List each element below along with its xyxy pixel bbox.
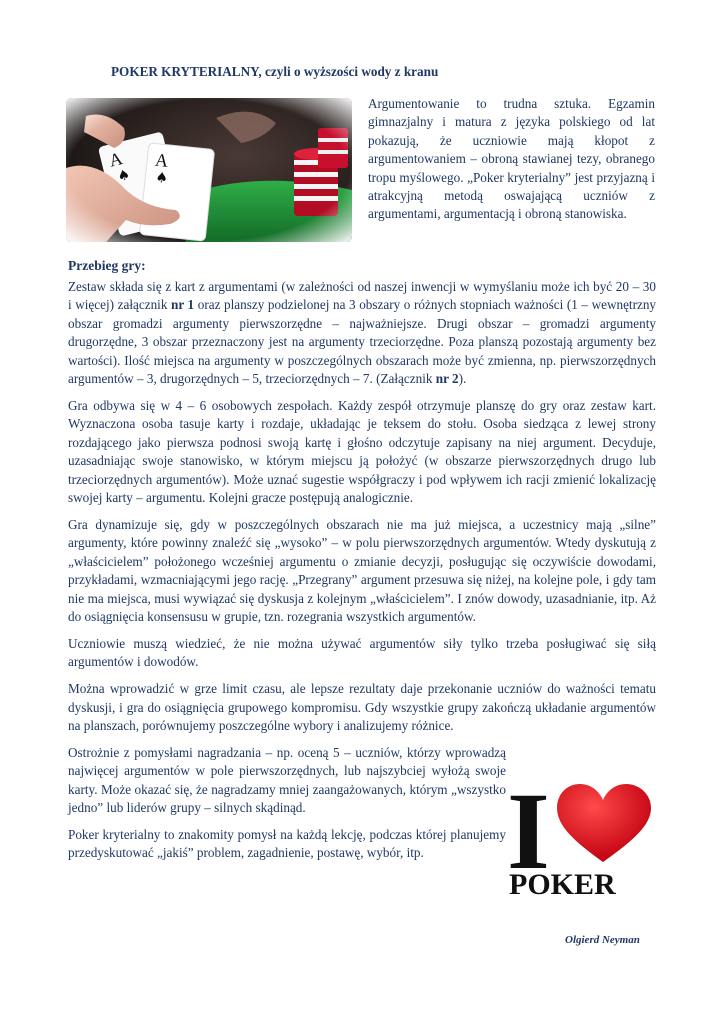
paragraph-strength: Uczniowie muszą wiedzieć, że nie można używać argumentów siły tylko trzeba posługiwać się siłą argumentów i dowodów. (68, 635, 656, 670)
poker-photo (66, 98, 352, 242)
author-signature: Olgierd Neyman (565, 934, 640, 946)
section-heading: Przebieg gry: (68, 258, 146, 273)
document-title: POKER KRYTERIALNY, czyli o wyższości wody z kranu (111, 64, 439, 79)
paragraph-rewards: Ostrożnie z pomysłami nagradzania – np. oceną 5 – uczniów, którzy wprowadzą najwięcej argumentów w pole pierwszorzędnych, lub najszybciej wyłożą swoje karty. Może okazać się, że nagradzamy mniej zaangażowanych, którym „wszystko jedno” lub liderów grupy – silnych skądinąd. (68, 744, 506, 816)
logo-word: POKER (509, 868, 616, 898)
paragraph-conclusion: Poker kryterialny to znakomity pomysł na każdą lekcję, podczas której planujemy przedyskutować „jakiś” problem, zagadnienie, postawę, wybór, itp. (68, 826, 506, 861)
paragraph-time-limit: Można wprowadzić w grze limit czasu, ale lepsze rezultaty daje przekonanie uczniów do ważności tematu dyskusji, i gra do osiągnięcia grupowego kompromisu. Gdy wszystkie grupy zakończą układanie argumentów na planszach, porównujemy poszczególne wybory i analizujemy różnice. (68, 681, 656, 733)
paragraph-rules: Zestaw składa się z kart z argumentami (w zależności od naszej inwencji w wymyślaniu może ich być 20 – 30 i więcej) załącznik nr 1 oraz planszy podzielonej na 3 obszary o różnych stopniach ważności (1 – wewnętrzny obszar gromadzi argumenty pierwszorzędne – najważniejsze. Drugi obszar – gromadzi argumenty drugorzędne, 3 obszar przeznaczony jest na argumenty trzeciorzędne. Poza planszą pozostają argumenty bez wartości). Ilość miejsca na argumenty w poszczególnych obszarach może być zmienna, np. pierwszorzędnych argumentów – 3, drugorzędnych – 5, trzeciorzędnych – 7. (Załącznik nr 2). (68, 279, 657, 387)
paragraph-dynamics: Gra dynamizuje się, gdy w poszczególnych obszarach nie ma już miejsca, a uczestnicy mają „silne” argumenty, które powinny znaleźć się „wysoko” – w polu pierwszorzędnych argumentów. Wtedy dyskutują z „właścicielem” położonego wcześniej argumentu o zmianie decyzji, posługując się oczywiście dowodami, przykładami, wzmacniającymi jego rację. „Przegrany” argument przesuwa się niżej, na kolejne pole, i gdy tam nie ma miejsca, musi wywiązać się dyskusja z kolejnym „właścicielem”. I znów dowody, uzasadnianie, itp. Aż do osiągnięcia konsensusu w grupie, tzn. rozegrania wszystkich argumentów. (68, 516, 656, 624)
poker-photo-illustration (66, 98, 352, 242)
paragraph-gameplay: Gra odbywa się w 4 – 6 osobowych zespołach. Każdy zespół otrzymuje planszę do gry oraz zestaw kart. Wyznaczona osoba tasuje karty i rozdaje, układając je teksem do stołu. Osoba siedząca z lewej strony rozdającego jako pierwsza podnosi swoją kartę i głośno odczytuje zapisany na niej argument. Decyduje, uzasadniając swoje stanowisko, w którym miejscu ją położyć (w obszarze pierwszorzędnych drugo lub trzeciorzędnych argumentów). Może uznać sugestie współgraczy i pod wpływem ich racji zmienić lokalizację swojej karty – argumentu. Kolejni gracze postępują analogicznie. (68, 397, 656, 505)
heart-icon (557, 784, 651, 862)
i-love-poker-logo (505, 776, 657, 898)
logo-letter: I (507, 776, 550, 892)
intro-paragraph: Argumentowanie to trudna sztuka. Egzamin gimnazjalny i matura z języka polskiego od lat pokazują, że uczniowie mają kłopot z argumentowaniem – obroną stawianej tezy, obranego tropu myślowego. „Poker kryterialny” jest przyjazną i atrakcyjną metodą oswajającą uczniów z argumentami, argumentacją i obroną stanowiska. (368, 96, 655, 222)
